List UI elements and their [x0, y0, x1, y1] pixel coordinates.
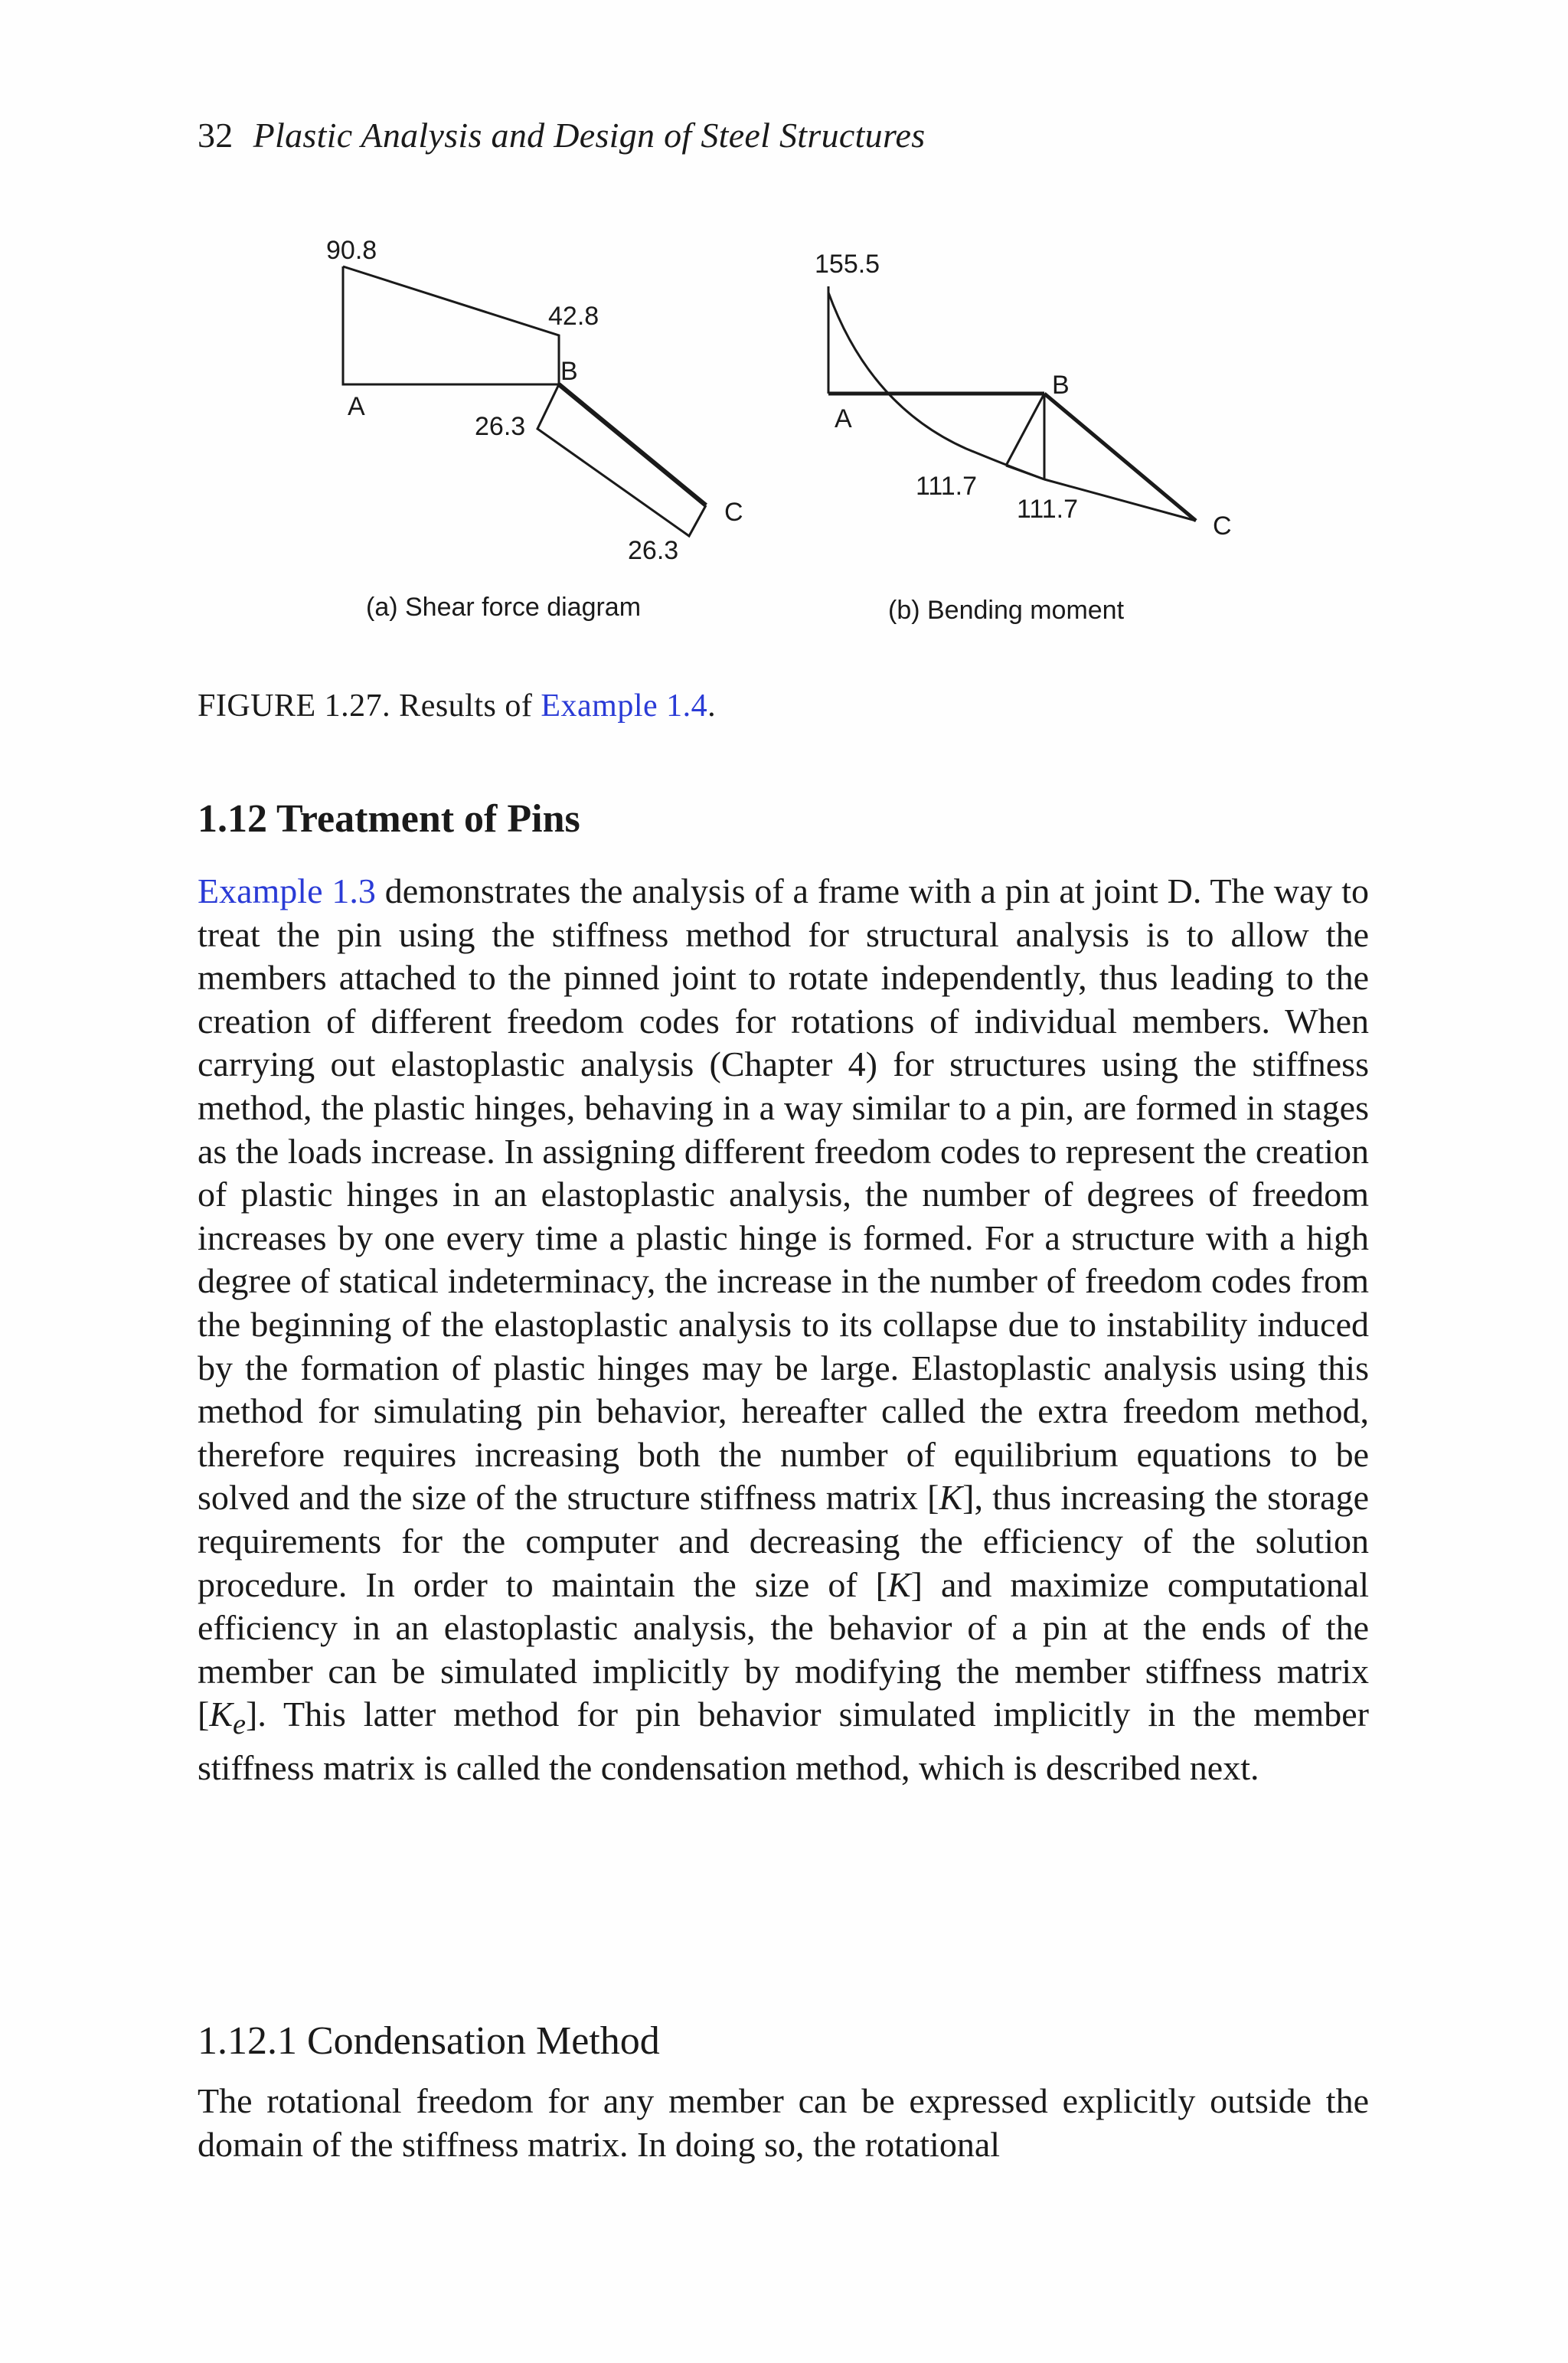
example-1-3-link[interactable]: Example 1.3 [198, 871, 376, 910]
moment-value-right: 111.7 [1017, 495, 1079, 524]
page-number: 32 [198, 116, 234, 155]
paragraph-text-3: ] and maximize computational efficiency in an elastoplastic analysis, the behavior of a pin at the ends of the member can be simulated implicitly by modifying the member stiffness matrix [ [198, 1564, 1369, 1734]
moment-curve [828, 293, 1044, 479]
caption-suffix: . [707, 688, 717, 724]
shear-ab-outline [343, 266, 559, 384]
shear-value-a: 90.8 [326, 236, 377, 265]
running-title: Plastic Analysis and Design of Steel Structures [253, 116, 926, 155]
shear-label-c: C [724, 498, 743, 527]
shear-label-b: B [560, 357, 578, 386]
shear-value-bc-end: 26.3 [628, 536, 679, 565]
subsection-title: 1.12.1 Condensation Method [198, 2019, 660, 2063]
moment-value-a: 155.5 [815, 250, 880, 279]
shear-value-b: 42.8 [548, 302, 599, 331]
moment-label-b: B [1052, 371, 1070, 400]
figure-1-27 [0, 0, 1568, 689]
shear-label-a: A [348, 392, 365, 421]
moment-b-diagonal [1006, 394, 1044, 466]
shear-labels [326, 236, 743, 622]
shear-bc-outline [537, 384, 706, 536]
figure-caption [198, 688, 716, 724]
shear-bc-member-line [559, 384, 706, 505]
matrix-k-symbol-1: K [939, 1478, 963, 1518]
matrix-ke-subscript: e [233, 1708, 247, 1741]
shear-force-diagram [343, 266, 706, 536]
moment-diagram-title: (b) Bending moment [888, 596, 1125, 625]
subsection-paragraph: The rotational freedom for any member can be expressed explicitly outside the domain of the stiffness matrix. In doing so, the rotational [198, 2081, 1369, 2164]
paragraph-text-2: ], thus increasing the storage requirements for the computer and decreasing the efficiency of the solution procedure. In order to maintain the size of [ [198, 1478, 1370, 1604]
moment-label-c: C [1213, 511, 1232, 541]
paragraph-text-4: ]. This latter method for pin behavior simulated implicitly in the member stiffness matrix is called the condensation method, which is described next. [198, 1695, 1369, 1788]
moment-label-a: A [835, 404, 852, 433]
bending-moment-diagram [828, 286, 1196, 521]
caption-example-link[interactable]: Example 1.4 [541, 688, 708, 724]
moment-b-bottom [1006, 466, 1044, 479]
shear-diagram-title: (a) Shear force diagram [366, 593, 642, 622]
caption-prefix: FIGURE 1.27. Results of [198, 688, 541, 724]
matrix-k-symbol-2: K [887, 1564, 911, 1604]
moment-value-left: 111.7 [916, 472, 978, 501]
shear-value-bc-start: 26.3 [475, 412, 526, 441]
moment-labels [815, 250, 1232, 625]
matrix-ke-symbol: K [209, 1695, 234, 1734]
section-title: 1.12 Treatment of Pins [198, 797, 580, 841]
paragraph-text-1: demonstrates the analysis of a frame with a pin at joint D. The way to treat the pin using the stiffness method for structural analysis is to allow the members attached to the pinned joint to rotate independently, thus leading to the creation of different freedom codes for rotations of individual members. When carrying out elastoplastic analysis (Chapter 4) for structures using the stiffness method, the plastic hinges, behaving in a way similar to a pin, are formed in stages as the loads increase. In assigning different freedom codes to represent the creation of plastic hinges in an elastoplastic analysis, the number of degrees of freedom increases by one every time a plastic hinge is formed. For a structure with a high degree of statical indeterminacy, the increase in the number of freedom codes from the beginning of the elastoplastic analysis to its collapse due to instability induced by the formation of plastic hinges may be large. Elastoplastic analysis using this method for simulating pin behavior, hereafter called the extra freedom method, therefore requires increasing both the number of equilibrium equations to be solved and the size of the structure stiffness matrix [ [198, 871, 1369, 1518]
section-paragraph [198, 870, 1369, 1790]
